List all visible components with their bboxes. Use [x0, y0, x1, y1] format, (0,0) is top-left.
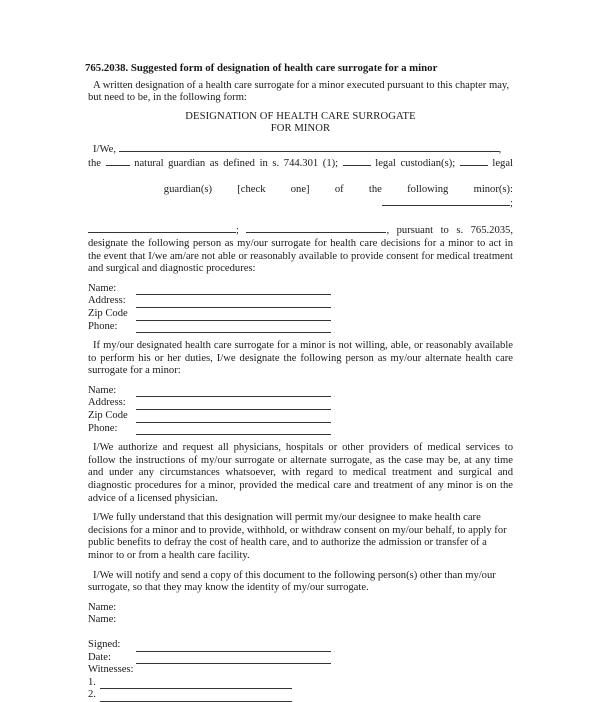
date-field[interactable] — [136, 654, 331, 664]
notify-names — [88, 602, 513, 627]
surrogate-address-field[interactable] — [136, 298, 331, 308]
witness-2-number: 2. — [88, 689, 96, 701]
section-heading: 765.2038. Suggested form of designation of health care surrogate for a minor — [85, 62, 438, 74]
surrogate-phone-field[interactable] — [136, 323, 331, 333]
guardian-names-field[interactable] — [119, 142, 499, 152]
minor-name-field-3[interactable] — [246, 223, 386, 233]
declaration-block: I/We, , the natural guardian as defined in s. 744.301 (1); legal custodian(s); legal guardian(s) [check one] of the following minor(s): ; ; , pursuant to s. 765.2035, designate the following person as my/our surrogate for health care decisions for a minor to act in the event that I/we am/are not able or reasonably available to provide consent for medical treatment and surgical and diagnostic procedures: — [88, 143, 514, 275]
alternate-name-row — [88, 385, 513, 398]
iwe-label: I/We, — [93, 143, 116, 155]
date-row — [88, 652, 513, 665]
signed-row — [88, 639, 513, 652]
notify-paragraph: I/We will notify and send a copy of this document to the following person(s) other than my/our surrogate, so that they may know the identity of my/our surrogate. — [88, 569, 496, 594]
legal-custodian-checkbox[interactable] — [343, 156, 371, 166]
surrogate-fields — [88, 283, 513, 333]
surrogate-phone-row — [88, 321, 513, 334]
alternate-name-label: Name: — [88, 384, 117, 396]
understand-paragraph: I/We fully understand that this designation will permit my/our designee to make health care decisions for a minor and to provide, withhold, or withdraw consent on my/our behalf, to apply for public benefits to defray the cost of health care, and to authorize the admission or transfer of a minor to or from a health care facility. — [88, 512, 507, 561]
witness-1-field[interactable] — [100, 679, 292, 689]
authorize-paragraph: I/We authorize and request all physicians, hospitals or other providers of medical services to follow the instructions of my/our surrogate or alternate surrogate, as the case may be, at any time and under any circumstances whatsoever, with regard to medical treatment and surgical and diagnostic procedures for a minor, provided the medical care and treatment of any minor is on the advice of a licensed physician. — [88, 442, 513, 504]
witnesses-label: Witnesses: — [88, 664, 134, 676]
form-title-line-2: FOR MINOR — [270, 122, 331, 134]
natural-guardian-checkbox[interactable] — [106, 156, 130, 166]
alternate-fields — [88, 385, 513, 435]
alternate-phone-label: Phone: — [88, 422, 118, 434]
legal-guardian-checkbox[interactable] — [460, 156, 488, 166]
alternate-address-label: Address: — [88, 397, 126, 409]
alternate-zip-row — [88, 410, 513, 423]
minor-name-field-1[interactable] — [382, 196, 510, 206]
form-title — [88, 111, 513, 135]
alternate-address-field[interactable] — [136, 400, 331, 410]
guardian-check-one-label: guardian(s) [check one] of the following minor(s): — [163, 183, 514, 195]
witness-1-row — [88, 677, 513, 690]
surrogate-zip-field[interactable] — [136, 311, 331, 321]
notify-name-1[interactable]: Name: — [88, 601, 117, 613]
surrogate-name-label: Name: — [88, 282, 117, 294]
natural-guardian-label: natural guardian as defined in s. 744.301 (1); — [134, 158, 339, 170]
signature-field[interactable] — [136, 642, 331, 652]
pursuant-label: , pursuant to s. 765.2035, — [386, 225, 513, 237]
legal-custodian-label: legal custodian(s); — [375, 158, 456, 170]
alternate-phone-row — [88, 423, 513, 436]
surrogate-address-label: Address: — [88, 295, 126, 307]
form-document — [85, 62, 514, 702]
alternate-phone-field[interactable] — [136, 425, 331, 435]
signed-label: Signed: — [88, 638, 121, 650]
witness-1-number: 1. — [88, 676, 96, 688]
surrogate-address-row — [88, 295, 513, 308]
alternate-zip-label: Zip Code — [88, 410, 128, 422]
alternate-name-field[interactable] — [136, 387, 331, 397]
surrogate-zip-row — [88, 308, 513, 321]
minor-name-field-2[interactable] — [88, 223, 236, 233]
surrogate-name-row — [88, 283, 513, 296]
form-title-line-1: DESIGNATION OF HEALTH CARE SURROGATE — [185, 110, 416, 122]
alternate-address-row — [88, 397, 513, 410]
surrogate-phone-label: Phone: — [88, 320, 118, 332]
witness-2-field[interactable] — [100, 692, 292, 702]
legal-label: legal — [492, 158, 513, 170]
date-label: Date: — [88, 651, 111, 663]
notify-name-2[interactable]: Name: — [88, 614, 117, 626]
signature-block — [88, 639, 513, 702]
surrogate-zip-label: Zip Code — [88, 307, 128, 319]
designation-paragraph: designate the following person as my/our surrogate for health care decisions for a minor to act in the event that I/we am/are not able or reasonably available to provide consent for medical treatment and surgical and diagnostic procedures: — [88, 237, 513, 275]
alternate-zip-field[interactable] — [136, 413, 331, 423]
alternate-paragraph: If my/our designated health care surrogate for a minor is not willing, able, or reasonably available to perform his or her duties, I/we designate the following person as my/our alternate health care surrogate for a minor: — [88, 340, 513, 377]
the-label: the — [88, 158, 101, 170]
surrogate-name-field[interactable] — [136, 285, 331, 295]
intro-paragraph: A written designation of a health care surrogate for a minor executed pursuant to this chapter may, but need to be, in the following form: — [88, 79, 510, 104]
witness-2-row — [88, 689, 513, 702]
